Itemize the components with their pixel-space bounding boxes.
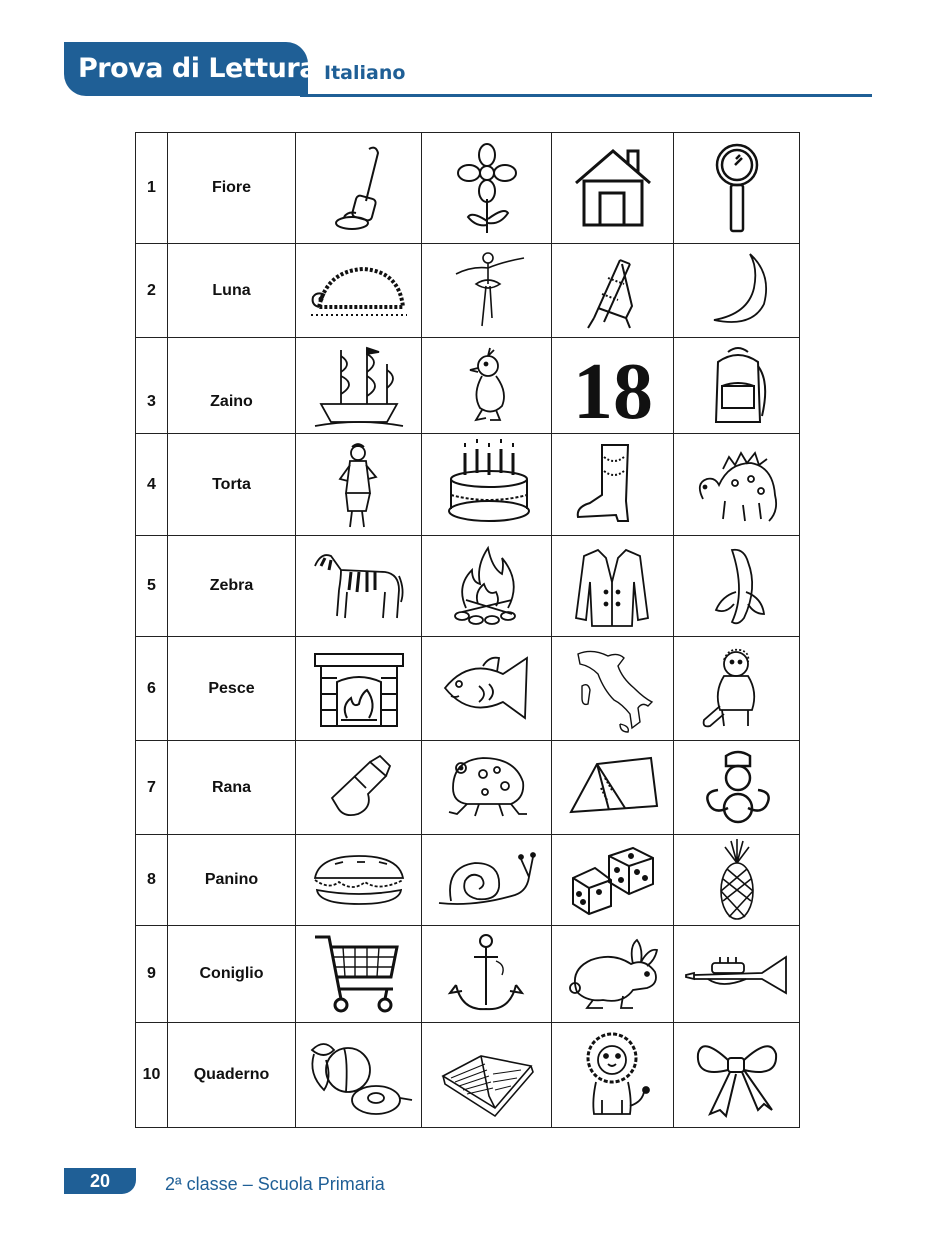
header-rule xyxy=(300,94,872,97)
row-word: Luna xyxy=(168,244,296,338)
picture-cell[interactable] xyxy=(552,1023,674,1128)
trumpet-icon xyxy=(682,949,792,999)
row-word: Zaino xyxy=(168,338,296,434)
page-subject: Italiano xyxy=(324,62,406,84)
picture-cell[interactable] xyxy=(296,434,422,536)
picture-cell[interactable] xyxy=(674,835,800,926)
row-word: Pesce xyxy=(168,637,296,741)
row-number: 2 xyxy=(136,244,168,338)
table-row xyxy=(136,434,800,536)
picture-cell[interactable] xyxy=(296,338,422,434)
vacuum-cleaner-icon xyxy=(314,141,404,236)
picture-cell[interactable] xyxy=(296,536,422,637)
footer-text: 2ª classe – Scuola Primaria xyxy=(165,1174,385,1194)
jacket-icon xyxy=(568,542,658,630)
whistle-icon xyxy=(314,748,404,828)
row-word: Rana xyxy=(168,741,296,835)
table-row xyxy=(136,926,800,1023)
row-word: Panino xyxy=(168,835,296,926)
deck-chair-icon xyxy=(568,248,658,333)
caveman-icon xyxy=(692,644,782,734)
row-number: 8 xyxy=(136,835,168,926)
pacifier-icon xyxy=(692,748,782,828)
row-number: 10 xyxy=(136,1023,168,1128)
table-row xyxy=(136,835,800,926)
picture-cell[interactable] xyxy=(422,536,552,637)
picture-cell[interactable] xyxy=(422,637,552,741)
fish-icon xyxy=(439,648,535,730)
table-row xyxy=(136,536,800,637)
boot-icon xyxy=(568,439,658,531)
picture-cell[interactable] xyxy=(296,1023,422,1128)
page-number-badge: 20 xyxy=(64,1168,136,1194)
picture-cell[interactable] xyxy=(552,244,674,338)
moon-icon xyxy=(692,248,782,333)
picture-cell[interactable] xyxy=(552,536,674,637)
house-icon xyxy=(568,141,658,236)
birthday-cake-icon xyxy=(439,439,535,531)
row-number: 5 xyxy=(136,536,168,637)
row-number: 9 xyxy=(136,926,168,1023)
waitress-icon xyxy=(314,439,404,531)
picture-cell[interactable] xyxy=(674,338,800,434)
number-18-icon xyxy=(563,342,663,430)
row-word: Zebra xyxy=(168,536,296,637)
dice-icon xyxy=(565,842,661,918)
picture-cell[interactable] xyxy=(422,741,552,835)
ballerina-icon xyxy=(442,248,532,333)
picture-cell[interactable] xyxy=(422,434,552,536)
picture-cell[interactable] xyxy=(552,434,674,536)
picture-cell[interactable] xyxy=(552,741,674,835)
duckling-icon xyxy=(442,342,532,430)
picture-cell[interactable] xyxy=(422,1023,552,1128)
picture-cell[interactable] xyxy=(296,926,422,1023)
picture-cell[interactable] xyxy=(552,637,674,741)
table-row xyxy=(136,637,800,741)
row-word: Quaderno xyxy=(168,1023,296,1128)
picture-cell[interactable] xyxy=(674,434,800,536)
picture-cell[interactable] xyxy=(552,835,674,926)
picture-cell[interactable] xyxy=(552,133,674,244)
tent-icon xyxy=(565,748,661,828)
notebook-icon xyxy=(437,1032,537,1118)
picture-cell[interactable] xyxy=(674,244,800,338)
backpack-icon xyxy=(692,342,782,430)
sailing-ship-icon xyxy=(311,342,407,430)
zebra-icon xyxy=(311,546,407,626)
picture-cell[interactable] xyxy=(422,338,552,434)
row-number: 7 xyxy=(136,741,168,835)
table-row xyxy=(136,244,800,338)
picture-cell[interactable] xyxy=(674,926,800,1023)
picture-cell[interactable] xyxy=(296,835,422,926)
row-word: Torta xyxy=(168,434,296,536)
campfire-icon xyxy=(442,542,532,630)
row-word: Coniglio xyxy=(168,926,296,1023)
table-row xyxy=(136,1023,800,1128)
picture-cell[interactable] xyxy=(422,244,552,338)
sandwich-icon xyxy=(309,850,409,910)
italy-map-icon xyxy=(568,644,658,734)
picture-cell[interactable] xyxy=(552,338,674,434)
picture-cell[interactable] xyxy=(296,133,422,244)
picture-cell[interactable] xyxy=(674,741,800,835)
page-title: Prova di Lettura xyxy=(78,53,317,84)
reading-test-table xyxy=(135,132,800,1128)
table-row xyxy=(136,338,800,434)
frog-icon xyxy=(439,748,535,828)
picture-cell[interactable] xyxy=(296,244,422,338)
flower-icon xyxy=(442,141,532,236)
number-18-text: 18 xyxy=(572,347,653,430)
rabbit-icon xyxy=(563,934,663,1014)
row-number: 1 xyxy=(136,133,168,244)
anchor-icon xyxy=(442,931,532,1017)
table-row xyxy=(136,133,800,244)
row-number: 4 xyxy=(136,434,168,536)
row-word: Fiore xyxy=(168,133,296,244)
snail-icon xyxy=(435,847,539,913)
picture-cell[interactable] xyxy=(296,741,422,835)
picture-cell[interactable] xyxy=(422,926,552,1023)
banana-icon xyxy=(692,542,782,630)
picture-cell[interactable] xyxy=(674,1023,800,1128)
picture-cell[interactable] xyxy=(552,926,674,1023)
table-row xyxy=(136,741,800,835)
picture-cell[interactable] xyxy=(422,835,552,926)
dinosaur-icon xyxy=(689,439,785,531)
shopping-cart-icon xyxy=(311,931,407,1017)
lion-icon xyxy=(568,1030,658,1120)
row-number: 3 xyxy=(136,338,168,434)
picture-cell[interactable] xyxy=(674,637,800,741)
bow-icon xyxy=(692,1030,782,1120)
row-number: 6 xyxy=(136,637,168,741)
pineapple-icon xyxy=(697,839,777,921)
picture-cell[interactable] xyxy=(422,133,552,244)
picture-cell[interactable] xyxy=(674,536,800,637)
magnifying-glass-icon xyxy=(692,141,782,236)
picture-cell[interactable] xyxy=(674,133,800,244)
picture-cell[interactable] xyxy=(296,637,422,741)
hedgehog-icon xyxy=(307,251,411,331)
peaches-icon xyxy=(304,1030,414,1120)
fireplace-icon xyxy=(311,648,407,730)
